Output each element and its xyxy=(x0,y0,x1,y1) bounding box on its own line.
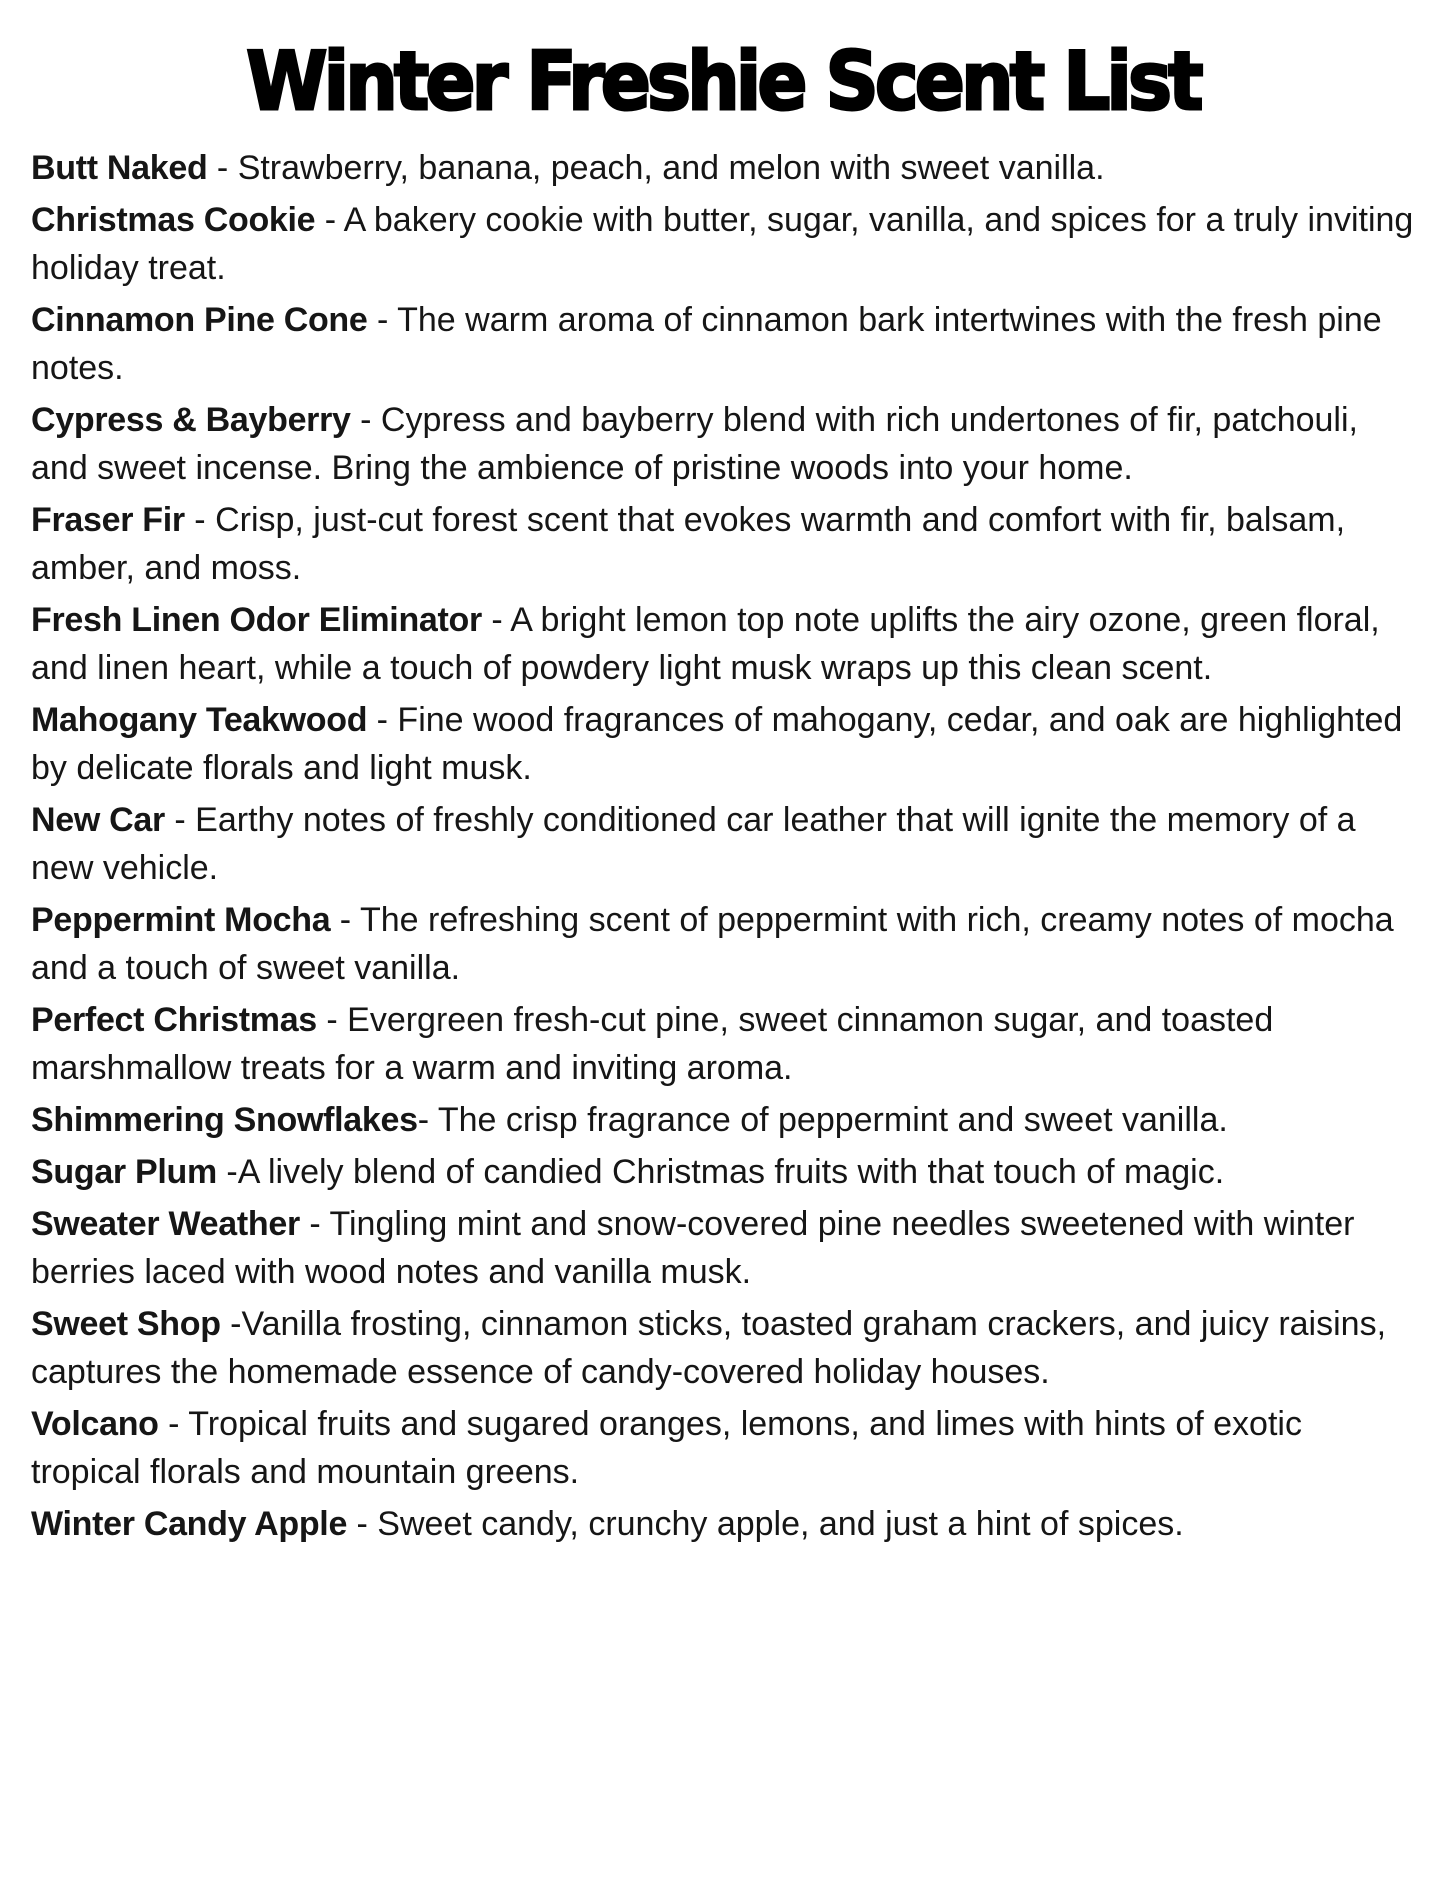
document-page xyxy=(0,30,1445,1901)
scent-description: Tingling mint and snow-covered pine needles sweetened with winter berries laced with wood notes and vanilla musk. xyxy=(31,1205,1355,1291)
scent-separator: - xyxy=(164,801,196,839)
scent-separator: - xyxy=(481,601,511,639)
scent-separator: - xyxy=(367,701,398,739)
scent-separator: - xyxy=(350,401,381,439)
scent-entry xyxy=(31,1200,1415,1296)
scent-name: Peppermint Mocha xyxy=(31,901,331,939)
scent-name: Sugar Plum xyxy=(31,1153,217,1191)
scent-name: Perfect Christmas xyxy=(31,1001,317,1039)
scent-separator: - xyxy=(417,1101,438,1139)
scent-name: Christmas Cookie xyxy=(31,201,316,239)
scent-entry xyxy=(31,796,1415,892)
scent-entry xyxy=(31,296,1415,392)
scent-description: Vanilla frosting, cinnamon sticks, toasted graham crackers, and juicy raisins, captures the homemade essence of candy-covered holiday houses. xyxy=(31,1305,1387,1391)
scent-name: Cypress & Bayberry xyxy=(31,401,351,439)
scent-entry xyxy=(31,196,1415,292)
scent-separator: - xyxy=(299,1205,330,1243)
page-title: Winter Freshie Scent List xyxy=(246,35,1200,128)
scent-description: Crisp, just-cut forest scent that evokes warmth and comfort with fir, balsam, amber, and moss. xyxy=(31,501,1346,587)
scent-entry xyxy=(31,1148,1415,1196)
scent-description: Cypress and bayberry blend with rich undertones of fir, patchouli, and sweet incense. Bring the ambience of pristine woods into your home. xyxy=(31,401,1358,487)
scent-entry xyxy=(31,1400,1415,1496)
scent-name: Mahogany Teakwood xyxy=(31,701,368,739)
scent-description: The warm aroma of cinnamon bark intertwines with the fresh pine notes. xyxy=(31,301,1382,387)
scent-description: A bright lemon top note uplifts the airy ozone, green floral, and linen heart, while a touch of powdery light musk wraps up this clean scent. xyxy=(31,601,1380,687)
scent-entry xyxy=(31,996,1415,1092)
scent-entry xyxy=(31,1300,1415,1396)
scent-name: Shimmering Snowflakes xyxy=(31,1101,418,1139)
scent-entry xyxy=(31,1500,1415,1548)
scent-entry xyxy=(31,396,1415,492)
scent-separator: - xyxy=(347,1505,378,1543)
scent-separator: - xyxy=(330,901,360,939)
scent-name: Sweater Weather xyxy=(31,1205,300,1243)
scent-entry xyxy=(31,496,1415,592)
scent-entry xyxy=(31,896,1415,992)
scent-separator: - xyxy=(220,1305,242,1343)
scent-description: A bakery cookie with butter, sugar, vanilla, and spices for a truly inviting holiday treat. xyxy=(31,201,1414,287)
scent-name: New Car xyxy=(31,801,165,839)
scent-separator: - xyxy=(216,1153,238,1191)
scent-description: The refreshing scent of peppermint with rich, creamy notes of mocha and a touch of sweet vanilla. xyxy=(31,901,1394,987)
scent-entry xyxy=(31,1096,1415,1144)
scent-list xyxy=(31,144,1415,1548)
scent-separator: - xyxy=(158,1405,189,1443)
scent-description: A lively blend of candied Christmas fruits with that touch of magic. xyxy=(237,1153,1225,1191)
scent-name: Sweet Shop xyxy=(31,1305,221,1343)
scent-separator: - xyxy=(316,1001,348,1039)
scent-separator: - xyxy=(184,501,216,539)
scent-description: Strawberry, banana, peach, and melon with sweet vanilla. xyxy=(237,149,1105,187)
scent-description: The crisp fragrance of peppermint and sweet vanilla. xyxy=(437,1101,1228,1139)
scent-name: Fraser Fir xyxy=(31,501,185,539)
scent-name: Cinnamon Pine Cone xyxy=(31,301,368,339)
scent-separator: - xyxy=(315,201,344,239)
scent-name: Fresh Linen Odor Eliminator xyxy=(31,601,482,639)
scent-entry xyxy=(31,696,1415,792)
scent-name: Winter Candy Apple xyxy=(31,1505,348,1543)
scent-entry xyxy=(31,144,1415,192)
scent-description: Tropical fruits and sugared oranges, lemons, and limes with hints of exotic tropical florals and mountain greens. xyxy=(31,1405,1302,1491)
scent-name: Butt Naked xyxy=(31,149,208,187)
scent-description: Earthy notes of freshly conditioned car leather that will ignite the memory of a new vehicle. xyxy=(31,801,1356,887)
scent-name: Volcano xyxy=(31,1405,159,1443)
scent-description: Evergreen fresh-cut pine, sweet cinnamon sugar, and toasted marshmallow treats for a warm and inviting aroma. xyxy=(31,1001,1274,1087)
scent-description: Fine wood fragrances of mahogany, cedar, and oak are highlighted by delicate florals and light musk. xyxy=(31,701,1403,787)
scent-separator: - xyxy=(207,149,238,187)
scent-entry xyxy=(31,596,1415,692)
scent-separator: - xyxy=(367,301,398,339)
scent-description: Sweet candy, crunchy apple, and just a hint of spices. xyxy=(377,1505,1184,1543)
